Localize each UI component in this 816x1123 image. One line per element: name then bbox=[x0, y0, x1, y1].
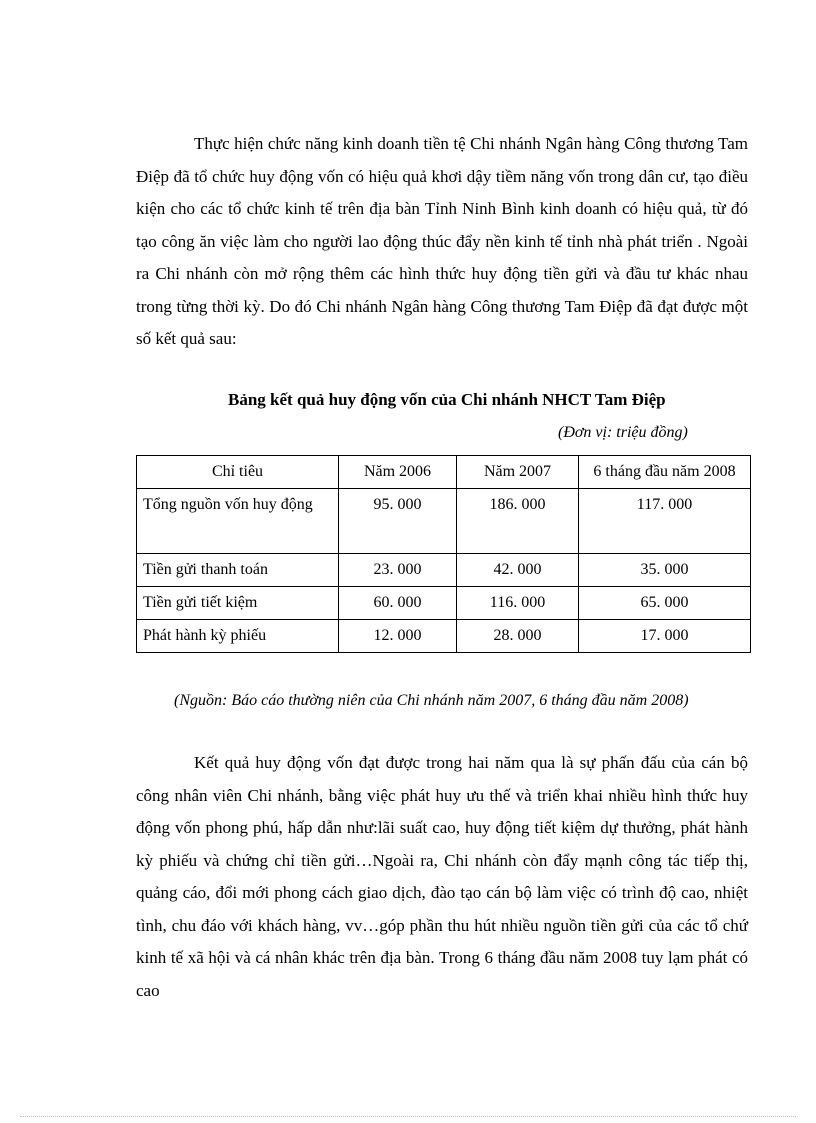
cell-2006: 23. 000 bbox=[339, 554, 457, 587]
row-label: Tiền gửi tiết kiệm bbox=[137, 587, 339, 620]
cell-2006: 60. 000 bbox=[339, 587, 457, 620]
row-label: Tiền gửi thanh toán bbox=[137, 554, 339, 587]
header-2006: Năm 2006 bbox=[339, 456, 457, 489]
intro-paragraph bbox=[136, 128, 748, 356]
row-label: Tổng nguồn vốn huy động bbox=[137, 489, 339, 554]
table-header-row bbox=[137, 456, 751, 489]
cell-2008: 65. 000 bbox=[579, 587, 751, 620]
header-2007: Năm 2007 bbox=[457, 456, 579, 489]
table-title: Bảng kết quả huy động vốn của Chi nhánh NHCT Tam Điệp bbox=[228, 390, 666, 409]
table-row bbox=[137, 587, 751, 620]
unit-note: (Đơn vị: triệu đồng) bbox=[558, 424, 688, 441]
cell-2006: 12. 000 bbox=[339, 620, 457, 653]
cell-2007: 28. 000 bbox=[457, 620, 579, 653]
table-row bbox=[137, 554, 751, 587]
page-bottom-divider bbox=[20, 1116, 796, 1117]
cell-2007: 186. 000 bbox=[457, 489, 579, 554]
results-paragraph bbox=[136, 747, 748, 1007]
table-row bbox=[137, 489, 751, 554]
cell-2006: 95. 000 bbox=[339, 489, 457, 554]
source-note: (Nguồn: Báo cáo thường niên của Chi nhánh năm 2007, 6 tháng đầu năm 2008) bbox=[174, 692, 689, 709]
cell-2007: 116. 000 bbox=[457, 587, 579, 620]
table-row bbox=[137, 620, 751, 653]
cell-2008: 35. 000 bbox=[579, 554, 751, 587]
cell-2008: 117. 000 bbox=[579, 489, 751, 554]
cell-2008: 17. 000 bbox=[579, 620, 751, 653]
row-label: Phát hành kỳ phiếu bbox=[137, 620, 339, 653]
capital-mobilization-table bbox=[136, 455, 751, 653]
intro-paragraph-text: Thực hiện chức năng kinh doanh tiền tệ Chi nhánh Ngân hàng Công thương Tam Điệp đã tổ chức huy động vốn có hiệu quả khơi dậy tiềm năng vốn trong dân cư, tạo điều kiện cho các tổ chức kinh tế trên địa bàn Tỉnh Ninh Bình kinh doanh có hiệu quả, từ đó tạo công ăn việc làm cho người lao động thúc đẩy nền kinh tế tỉnh nhà phát triển . Ngoài ra Chi nhánh còn mở rộng thêm các hình thức huy động tiền gửi và đầu tư khác nhau trong từng thời kỳ. Do đó Chi nhánh Ngân hàng Công thương Tam Điệp đã đạt được một số kết quả sau: bbox=[136, 134, 748, 348]
cell-2007: 42. 000 bbox=[457, 554, 579, 587]
header-2008-h1: 6 tháng đầu năm 2008 bbox=[579, 456, 751, 489]
header-indicator: Chỉ tiêu bbox=[137, 456, 339, 489]
results-paragraph-text: Kết quả huy động vốn đạt được trong hai năm qua là sự phấn đấu của cán bộ công nhân viên Chi nhánh, bằng việc phát huy ưu thế và triển khai nhiều hình thức huy động vốn phong phú, hấp dẫn như:lãi suất cao, huy động tiết kiệm dự thưởng, phát hành kỳ phiếu và chứng chỉ tiền gửi…Ngoài ra, Chi nhánh còn đẩy mạnh công tác tiếp thị, quảng cáo, đổi mới phong cách giao dịch, đào tạo cán bộ làm việc có trình độ cao, nhiệt tình, chu đáo với khách hàng, vv…góp phần thu hút nhiều nguồn tiền gửi của các tổ chứ kinh tế xã hội và cá nhân khác trên địa bàn. Trong 6 tháng đầu năm 2008 tuy lạm phát có cao bbox=[136, 753, 748, 1000]
